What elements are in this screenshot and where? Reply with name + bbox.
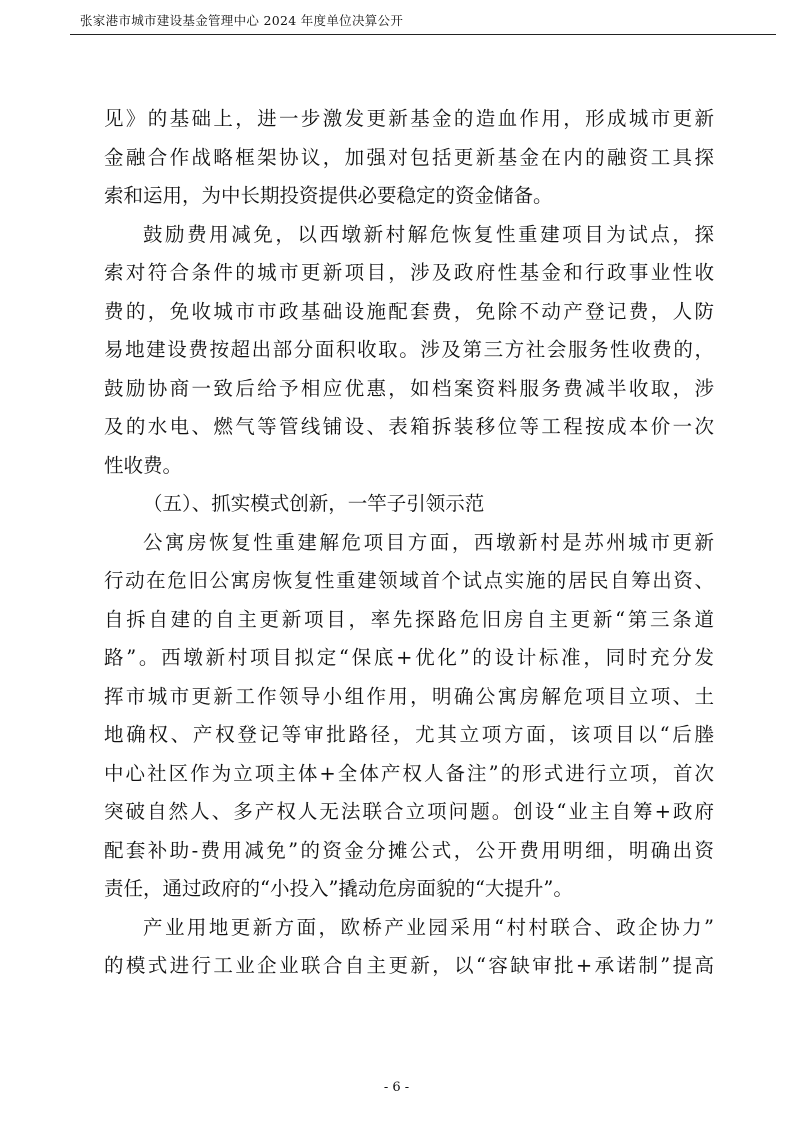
- paragraph-line: 责任，通过政府的“小投入”撬动危房面貌的“大提升”。: [104, 877, 573, 900]
- page-number: - 6 -: [383, 1080, 410, 1095]
- paragraph-line: 性收费。: [104, 453, 183, 477]
- paragraph-line: 中心社区作为立项主体+全体产权人备注”的形式进行立项，首次: [104, 761, 714, 785]
- header-divider: [70, 34, 776, 35]
- paragraph-line: 公寓房恢复性重建解危项目方面，西墩新村是苏州城市更新: [143, 530, 714, 554]
- paragraph-line: 配套补助-费用减免”的资金分摊公式，公开费用明细，明确出资: [104, 838, 714, 862]
- paragraph-line: 的模式进行工业企业联合自主更新，以“容缺审批+承诺制”提高: [104, 954, 714, 977]
- paragraph-line: 索对符合条件的城市更新项目，涉及政府性基金和行政事业性收: [104, 261, 714, 284]
- section-heading: （五）、抓实模式创新，一竿子引领示范: [143, 492, 485, 515]
- paragraph-line: 挥市城市更新工作领导小组作用，明确公寓房解危项目立项、土: [104, 684, 714, 708]
- paragraph-line: 金融合作战略框架协议，加强对包括更新基金在内的融资工具探: [104, 145, 714, 169]
- paragraph-line: 见》的基础上，进一步激发更新基金的造血作用，形成城市更新: [104, 107, 714, 130]
- paragraph-line: 自拆自建的自主更新项目，率先探路危旧房自主更新“第三条道: [104, 607, 714, 631]
- document-body: [104, 100, 714, 986]
- page-header: 张家港市城市建设基金管理中心 2024 年度单位决算公开: [80, 13, 404, 28]
- paragraph-line: 鼓励协商一致后给予相应优惠，如档案资料服务费减半收取，涉: [104, 376, 714, 400]
- paragraph-line: 突破自然人、多产权人无法联合立项问题。创设“业主自筹+政府: [104, 800, 714, 823]
- paragraph-line: 索和运用，为中长期投资提供必要稳定的资金储备。: [104, 184, 553, 207]
- paragraph-line: 及的水电、燃气等管线铺设、表箱拆装移位等工程按成本价一次: [104, 415, 714, 438]
- paragraph-line: 易地建设费按超出部分面积收取。涉及第三方社会服务性收费的，: [104, 338, 714, 361]
- paragraph-line: 鼓励费用减免，以西墩新村解危恢复性重建项目为试点，探: [143, 222, 714, 246]
- paragraph-line: 费的，免收城市市政基础设施配套费，免除不动产登记费，人防: [104, 299, 714, 323]
- paragraph-line: 地确权、产权登记等审批路径，尤其立项方面，该项目以“后塍: [104, 723, 714, 746]
- paragraph-line: 路”。西墩新村项目拟定“保底+优化”的设计标准，同时充分发: [104, 646, 714, 669]
- paragraph-line: 产业用地更新方面，欧桥产业园采用“村村联合、政企协力”: [143, 915, 714, 939]
- paragraph-line: 行动在危旧公寓房恢复性重建领域首个试点实施的居民自筹出资、: [104, 569, 714, 592]
